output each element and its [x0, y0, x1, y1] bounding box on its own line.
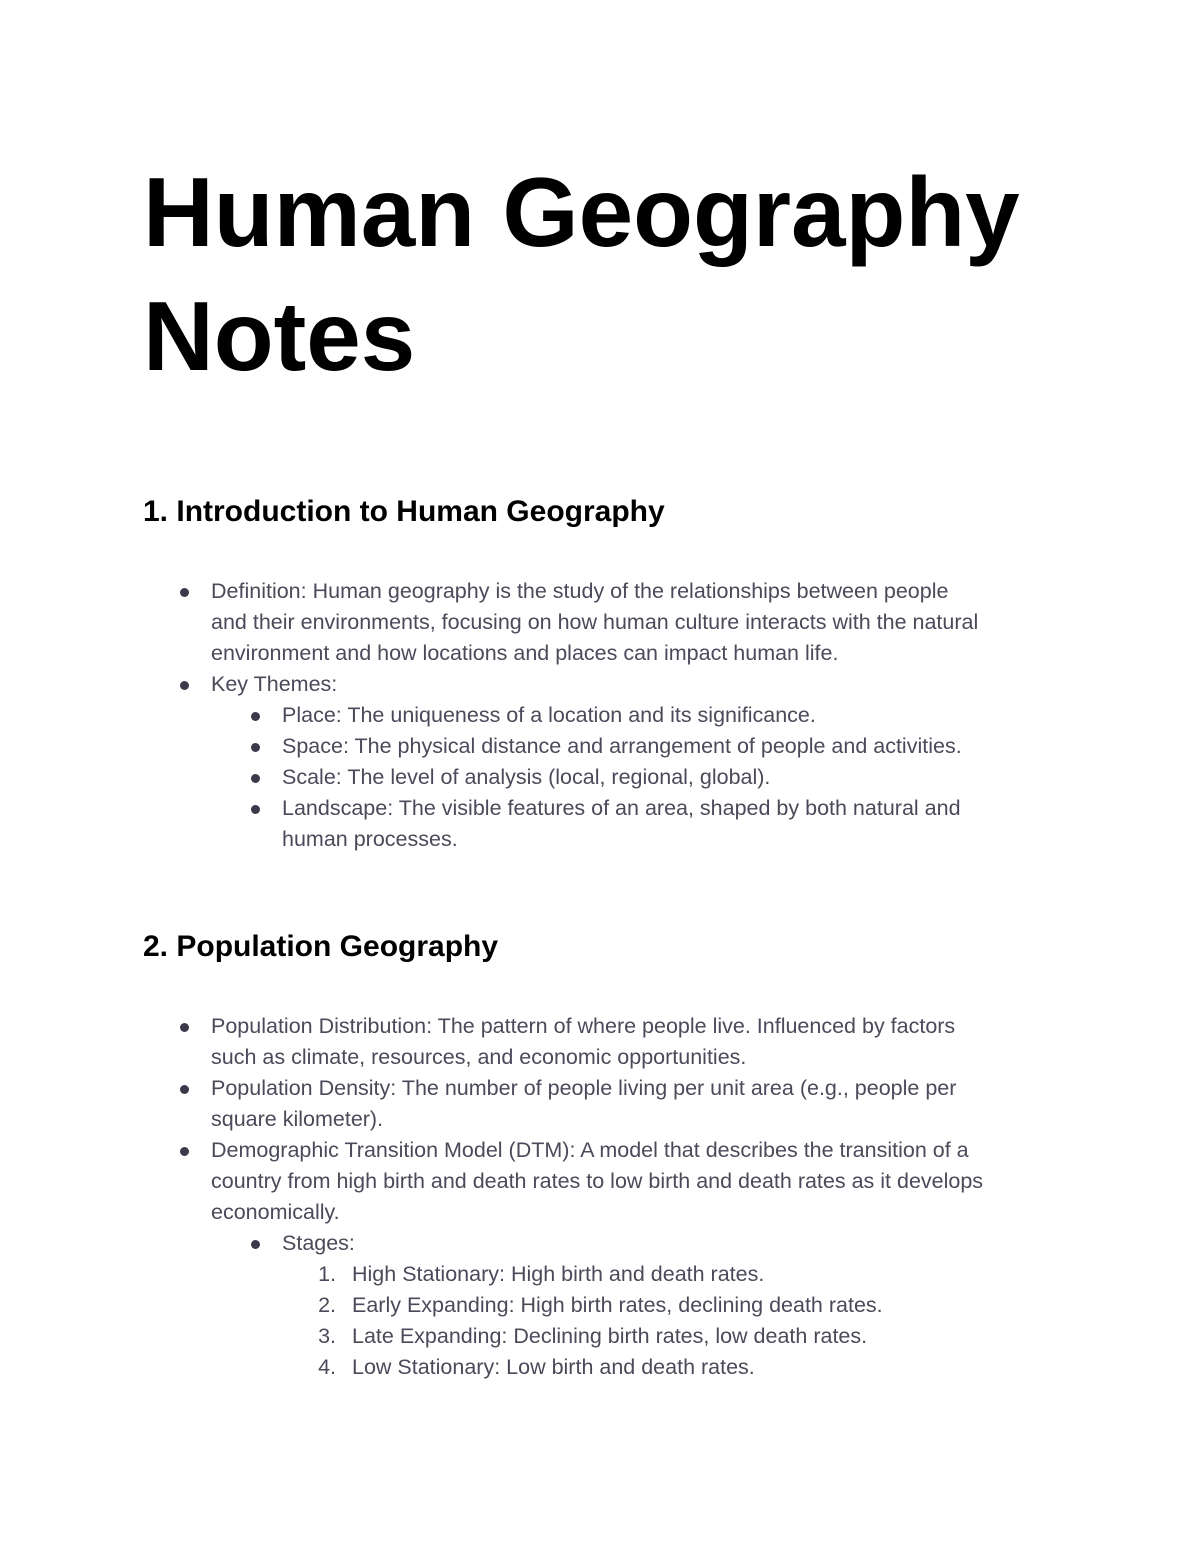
theme-item-space: Space: The physical distance and arrangement of people and activities.	[282, 734, 962, 758]
definition-line: environment and how locations and places can impact human life.	[211, 641, 839, 665]
dtm-item-cont: country from high birth and death rates to low birth and death rates as it develops	[211, 1169, 984, 1193]
bullet-icon	[251, 1240, 260, 1249]
stage-number: 3.	[318, 1324, 336, 1348]
stage-item: Late Expanding: Declining birth rates, low death rates.	[352, 1324, 868, 1348]
bullet-icon	[180, 1147, 189, 1156]
population-density-item: Population Density: The number of people living per unit area (e.g., people per	[211, 1076, 957, 1100]
stage-item: Early Expanding: High birth rates, declining death rates.	[352, 1293, 883, 1317]
bullet-icon	[251, 805, 260, 814]
stage-number: 1.	[318, 1262, 336, 1286]
definition-line: and their environments, focusing on how human culture interacts with the natural	[211, 610, 979, 634]
population-distribution-item: Population Distribution: The pattern of where people live. Influenced by factors	[211, 1014, 956, 1038]
stage-item: Low Stationary: Low birth and death rates.	[352, 1355, 755, 1379]
bullet-icon	[251, 743, 260, 752]
document-title	[143, 150, 1020, 398]
section-heading-introduction: 1. Introduction to Human Geography	[143, 495, 665, 528]
population-distribution-item-cont: such as climate, resources, and economic opportunities.	[211, 1045, 747, 1069]
stage-number: 4.	[318, 1355, 336, 1379]
theme-item-landscape-cont: human processes.	[282, 827, 458, 851]
theme-item-place: Place: The uniqueness of a location and its significance.	[282, 703, 816, 727]
stages-label: Stages:	[282, 1231, 355, 1255]
dtm-item-cont: economically.	[211, 1200, 340, 1224]
section-heading-population: 2. Population Geography	[143, 930, 499, 963]
bullet-icon	[251, 712, 260, 721]
title-line-2: Notes	[143, 281, 416, 391]
theme-item-landscape: Landscape: The visible features of an area, shaped by both natural and	[282, 796, 961, 820]
definition-line: Definition: Human geography is the study of the relationships between people	[211, 579, 949, 603]
key-themes-label: Key Themes:	[211, 672, 338, 696]
bullet-icon	[180, 681, 189, 690]
bullet-icon	[180, 1023, 189, 1032]
bullet-icon	[180, 588, 189, 597]
population-density-item-cont: square kilometer).	[211, 1107, 384, 1131]
title-line-1: Human Geography	[143, 157, 1020, 267]
stage-item: High Stationary: High birth and death rates.	[352, 1262, 765, 1286]
theme-item-scale: Scale: The level of analysis (local, regional, global).	[282, 765, 771, 789]
bullet-icon	[251, 774, 260, 783]
dtm-item: Demographic Transition Model (DTM): A model that describes the transition of a	[211, 1138, 969, 1162]
stage-number: 2.	[318, 1293, 336, 1317]
bullet-icon	[180, 1085, 189, 1094]
